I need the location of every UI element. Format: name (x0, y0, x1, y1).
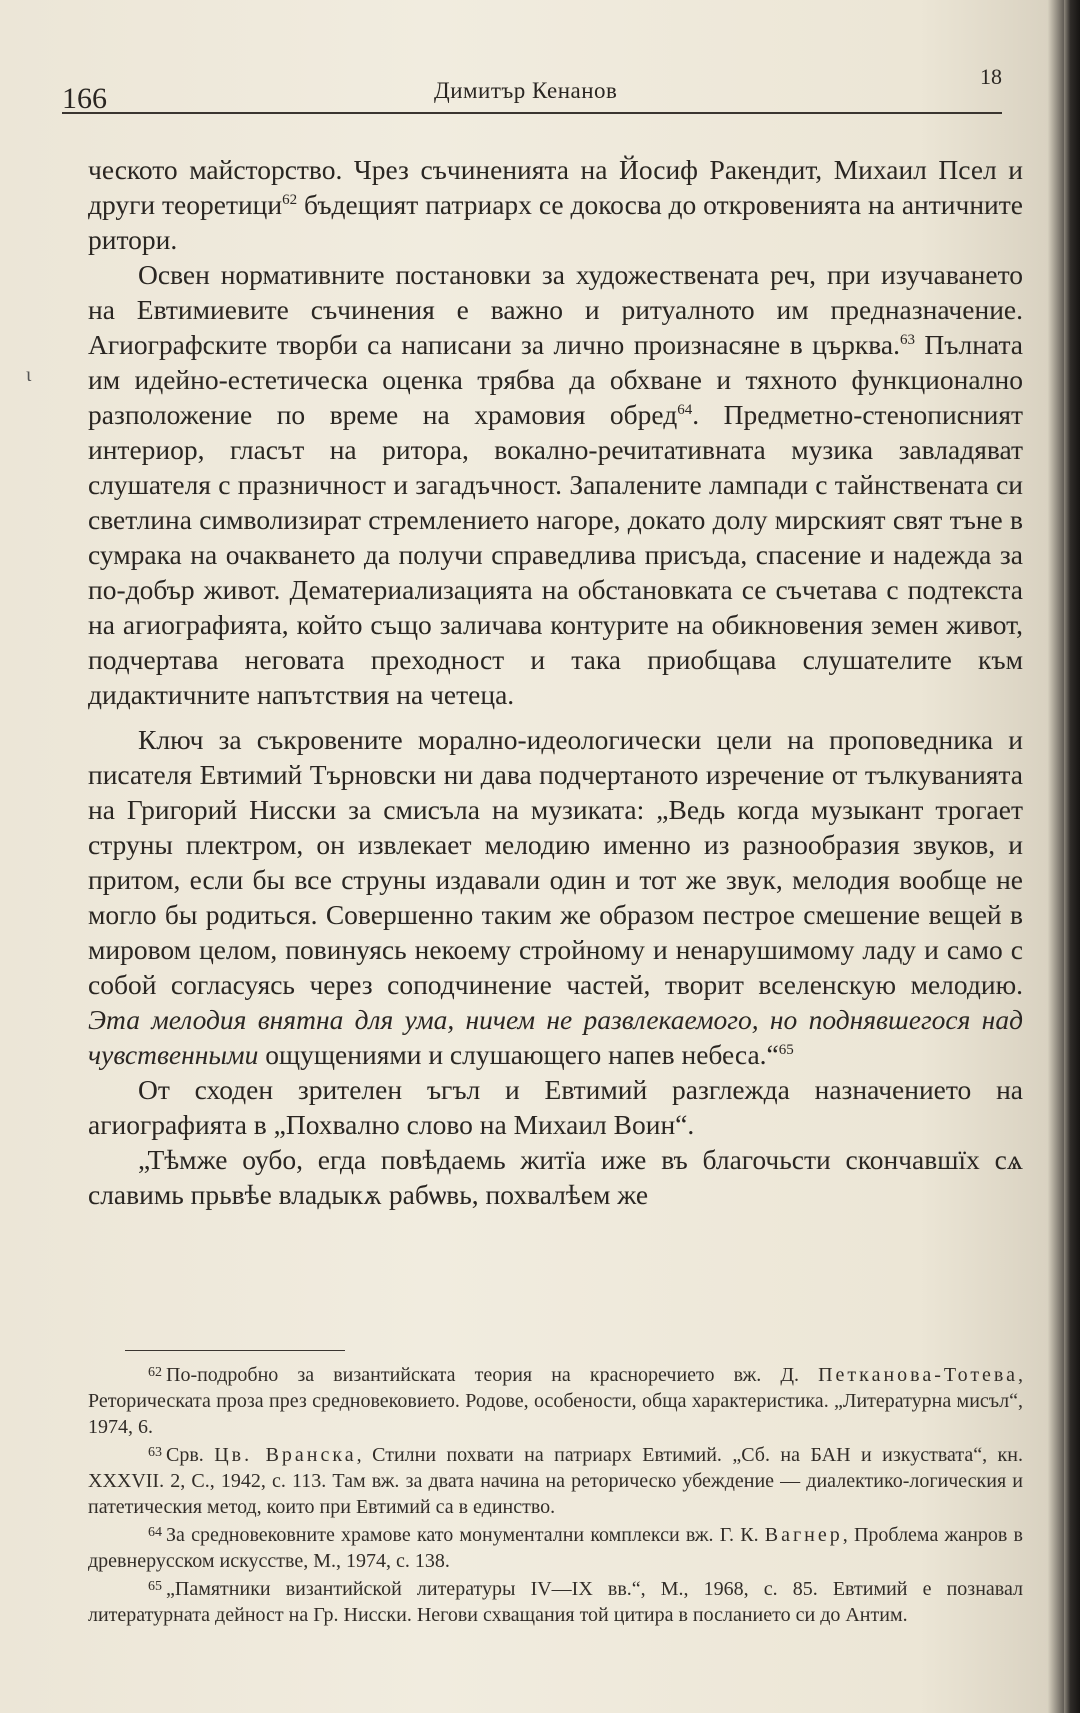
signature-number: 18 (980, 64, 1002, 89)
footnote-65: $^{65}$ „Памятники византийской литературы IV—IX вв.“, М., 1968, с. 85. Евтимий е познавал литературната дейност на Гр. Нисски. Негови схващания той цитира в посланието си до Антим. (88, 1578, 1023, 1626)
emphasized-quote: Эта мелодия внятна для ума, ничем не развлекаемого, но поднявшегося над чувственными (88, 1004, 1023, 1070)
header-rule (62, 112, 1002, 114)
footnote-ref-64[interactable]: 64 (677, 402, 693, 418)
footnote-number: 63 (148, 1445, 162, 1460)
author-name: Петканова-Тотева (818, 1364, 1018, 1386)
author-name: Цв. Вранска (214, 1444, 357, 1466)
footnote-number: 64 (148, 1525, 162, 1540)
paragraph-5: „Тѣмже оубо, егда повѣдаемь житїа иже въ благочьсти скончавшїх сѧ славимь прьвѣе владыкѫ рабѡвь, похвалѣем же (88, 1144, 1023, 1210)
page-number: 166 (62, 82, 107, 115)
footnote-64: $^{64}$ За средновековните храмове като монументални комплекси вж. Г. К. Вагнер, Проблема жанров в древнерусском искусстве, М., 1974, с. 138. (88, 1524, 1023, 1572)
book-spine-shadow (1064, 0, 1080, 1713)
margin-mark: ι (26, 364, 32, 386)
author-name: Вагнер (764, 1524, 843, 1546)
footnote-number: 62 (148, 1365, 162, 1380)
footnote-rule (125, 1350, 345, 1351)
paragraph-3: Ключ за съкровените морално-идеологически цели на проповедника и писателя Евтимий Търновски ни дава подчертаното изречение от тълкуванията на Григорий Нисски за смисъла на музиката: „Ведь когда музыкант трогает струны плектром, он извлекает мелодию именно из разнообразия звуков, и притом, если бы все струны издавали один и тот же звук, мелодия вообще не могло бы родиться. Совершенно таким же образом пестрое смешение вещей в мировом целом, повинуясь некоему стройному и ненарушимому ладу и само с собой согласуясь через соподчинение частей, творит вселенскую мелодию. Эта мелодия внятна для ума, ничем не развлекаемого, но поднявшегося над чувственными ощущениями и слушающего напев небеса.“$^{65}$ (88, 724, 1023, 1070)
footnote-ref-63[interactable]: 63 (899, 332, 915, 348)
footnote-ref-65[interactable]: 65 (778, 1042, 794, 1058)
paragraph-4: От сходен зрителен ъгъл и Евтимий разглежда назначението на агиографията в „Похвално слово на Михаил Воин“. (88, 1074, 1023, 1140)
footnotes (88, 1360, 1023, 1628)
footnote-62: $^{62}$ По-подробно за византийската теория на красноречието вж. Д. Петканова-Тотева, Реторическата проза през средновековието. Родове, особености, обща характеристика. „Литературна мисъл“, 1974, 6. (88, 1364, 1023, 1438)
paragraph-1: ческото майсторство. Чрез съчиненията на Йосиф Ракендит, Михаил Псел и други теоретици$^{62}$ бъдещият патриарх се докосва до откровенията на античните ритори. (88, 154, 1023, 255)
footnote-63: $^{63}$ Срв. Цв. Вранска, Стилни похвати на патриарх Евтимий. „Сб. на БАН и изкуствата“, кн. XXXVII. 2, С., 1942, с. 113. Там вж. за двата начина на реторическо убеждение — диалектико-логическия и патетическия метод, които при Евтимий са в единство. (88, 1444, 1023, 1518)
main-text (88, 152, 1023, 1212)
running-head-author: Димитър Кенанов (434, 78, 618, 103)
running-header (62, 58, 1012, 118)
footnote-number: 65 (148, 1579, 162, 1594)
paragraph-2: Освен нормативните постановки за художествената реч, при изучаването на Евтимиевите съчинения е важно и ритуалното им предназначение. Агиографските творби са написани за лично произнасяне в църква.$^{63}$ Пълната им идейно-естетическа оценка трябва да обхване и тяхното функционално разположение по време на храмовия обред$^{64}$. Предметно-стенописният интериор, гласът на ритора, вокално-речитативната музика завладяват слушателя с празничност и загадъчност. Запалените лампади с тайнствената си светлина символизират стремлението нагоре, докато долу мирският свят тъне в сумрака на очакването да получи справедлива присъда, спасение и надежда за по-добър живот. Дематериализацията на обстановката се съчетава с подтекста на агиографията, който също заличава контурите на обикновения земен живот, подчертава неговата преходност и така приобщава слушателите към дидактичните напътствия на четеца. (88, 259, 1024, 710)
footnote-ref-62[interactable]: 62 (282, 192, 298, 208)
